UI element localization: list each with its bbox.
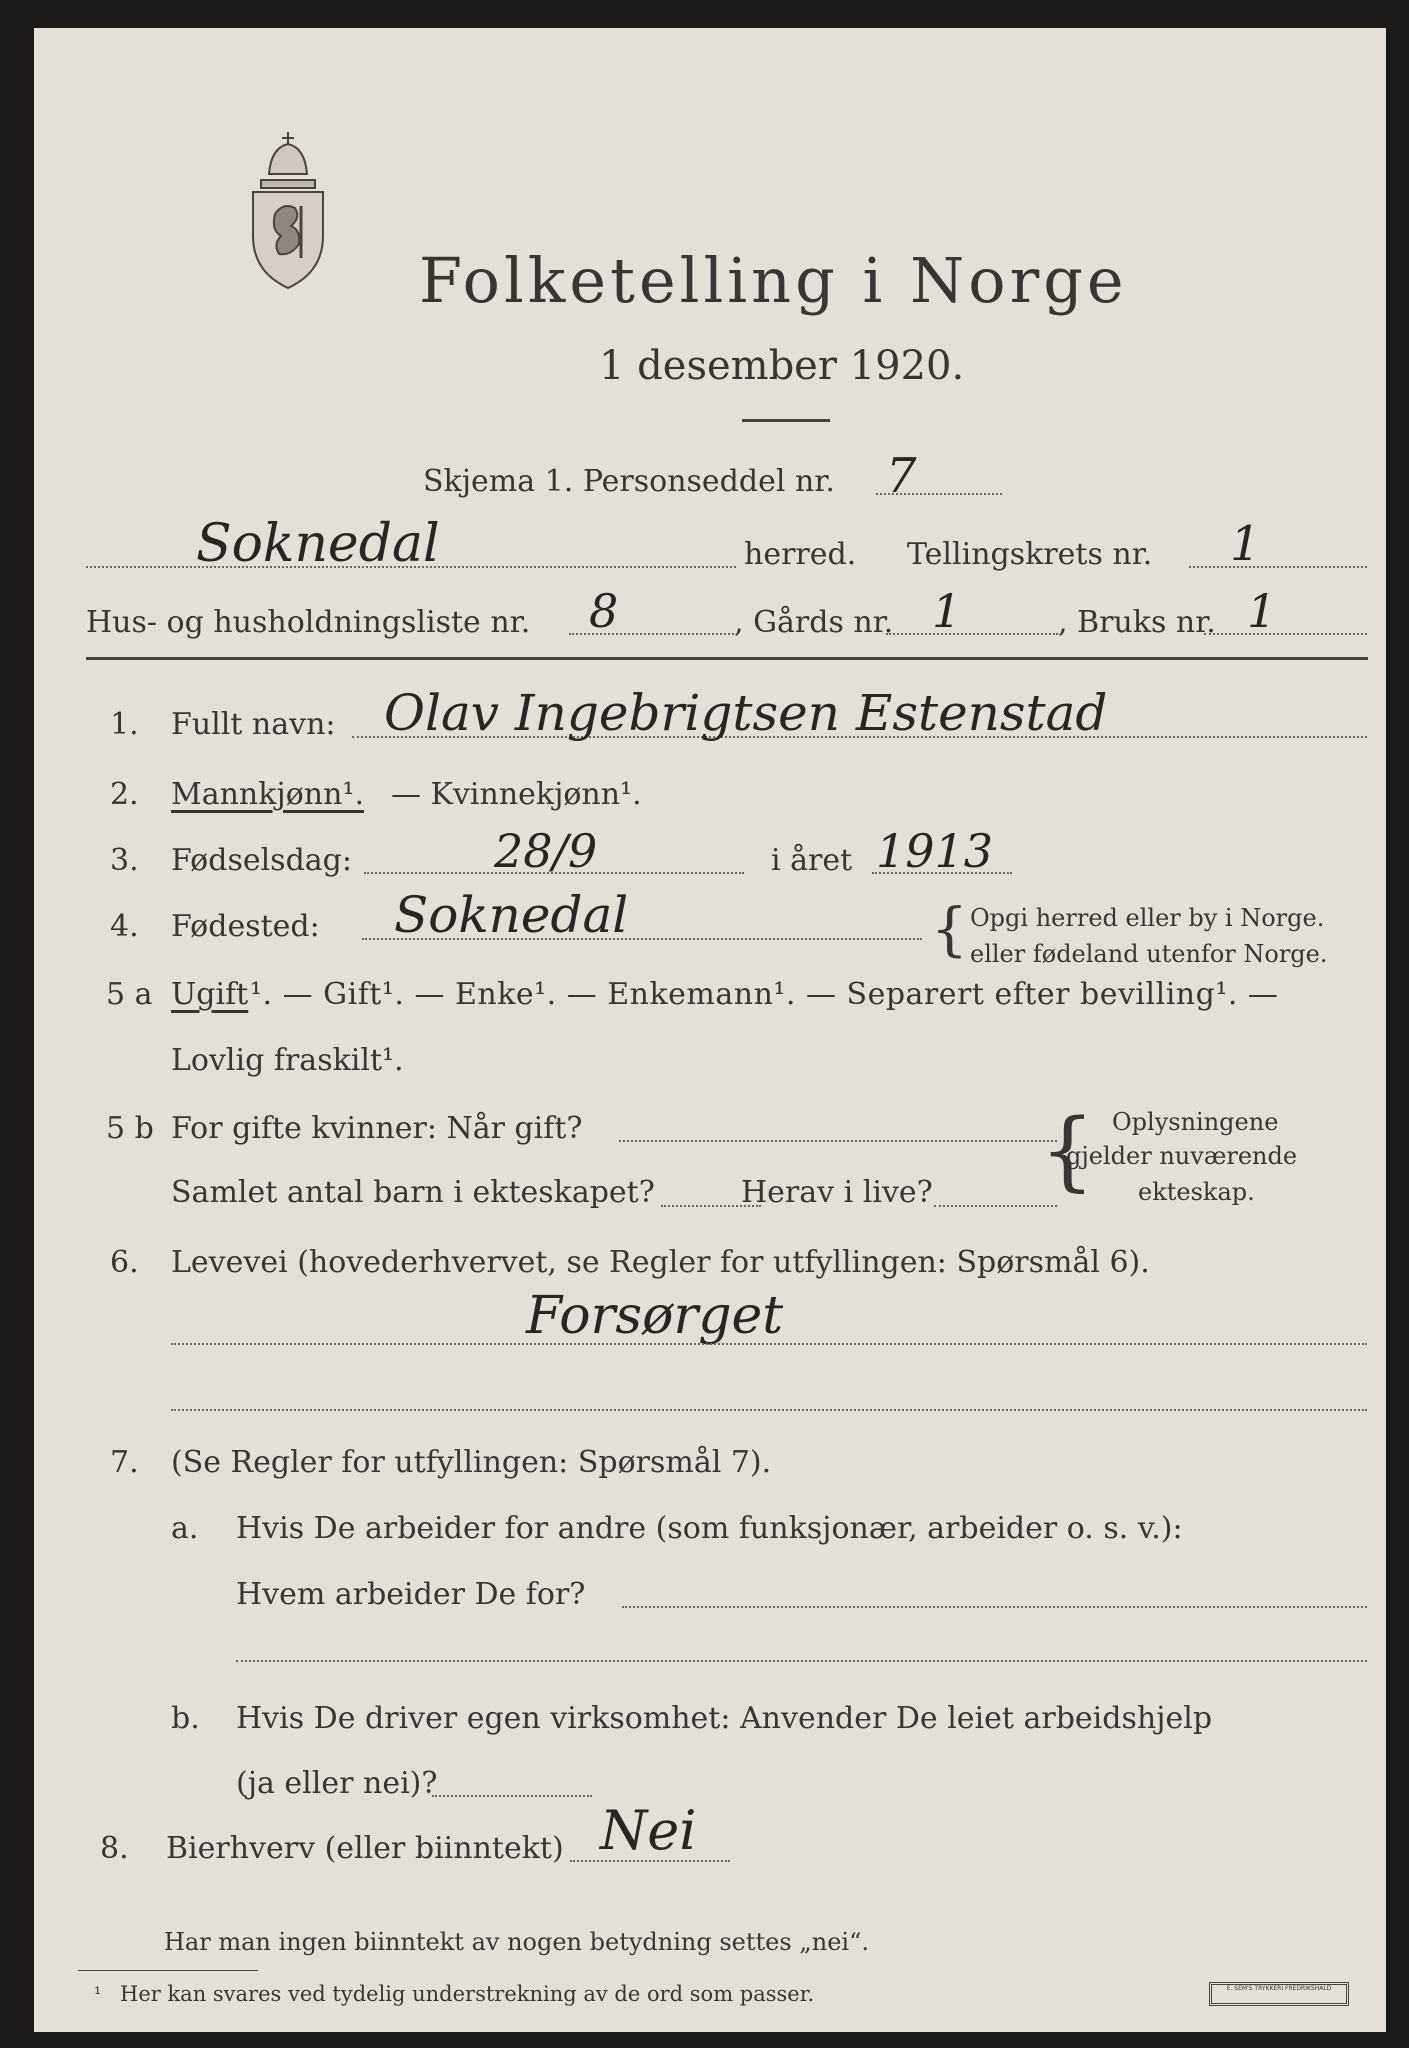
q5b-label1: For gifte kvinner: Når gift? bbox=[171, 1111, 583, 1146]
personseddel-nr: 7 bbox=[886, 448, 917, 504]
birth-day: 28/9 bbox=[494, 824, 598, 878]
gards-label: , Gårds nr. bbox=[734, 605, 894, 640]
census-form-page bbox=[34, 28, 1386, 2032]
q3-year-label: i året bbox=[771, 843, 853, 878]
q7a-line2 bbox=[236, 1660, 1367, 1662]
gards-nr: 1 bbox=[932, 584, 962, 638]
title-divider bbox=[742, 419, 830, 422]
birth-year: 1913 bbox=[876, 824, 994, 878]
q4-number: 4. bbox=[110, 909, 139, 944]
birthplace: Soknedal bbox=[394, 886, 629, 944]
q5a-ugift: Ugift bbox=[171, 977, 249, 1012]
q7a-label2: Hvem arbeider De for? bbox=[236, 1577, 586, 1612]
q2-mann: Mannkjønn¹. bbox=[171, 777, 364, 812]
q6-line2 bbox=[171, 1409, 1367, 1411]
q5a-rest: ¹. — Gift¹. — Enke¹. — Enkemann¹. — Separert efter bevilling¹. — bbox=[250, 977, 1279, 1012]
q7a-letter: a. bbox=[171, 1511, 199, 1546]
q5b-line1 bbox=[619, 1140, 1057, 1142]
q1-number: 1. bbox=[110, 707, 139, 742]
gards-line bbox=[886, 633, 1058, 635]
q3-label: Fødselsdag: bbox=[171, 843, 352, 878]
q3-number: 3. bbox=[110, 843, 139, 878]
header-divider bbox=[86, 657, 1368, 660]
printer-stamp-text: E. SEM'S TRYKKERI FREDRIKSHALD bbox=[1226, 1985, 1332, 1992]
q7-number: 7. bbox=[110, 1445, 139, 1480]
q5b-note-3: ekteskap. bbox=[1138, 1178, 1255, 1206]
form-title: Folketelling i Norge bbox=[419, 244, 1128, 317]
q5b-label2: Samlet antal barn i ekteskapet? bbox=[171, 1175, 655, 1210]
q4-label: Fødested: bbox=[171, 909, 320, 944]
q5b-number: 5 b bbox=[106, 1111, 154, 1146]
q5b-line3 bbox=[934, 1205, 1057, 1207]
q7b-line bbox=[432, 1795, 592, 1797]
footnote-text: Her kan svares ved tydelig understrekning av de ord som passer. bbox=[120, 1982, 815, 2006]
tellingskrets-line bbox=[1189, 566, 1367, 568]
q5b-brace: { bbox=[1040, 1101, 1095, 1201]
footnote-mark: ¹ bbox=[94, 1984, 102, 2005]
form-date: 1 desember 1920. bbox=[599, 343, 965, 389]
q7a-label: Hvis De arbeider for andre (som funksjonær, arbeider o. s. v.): bbox=[236, 1511, 1183, 1546]
q8-label: Bierhverv (eller biinntekt) bbox=[166, 1831, 564, 1866]
q5a-line2: Lovlig fraskilt¹. bbox=[171, 1043, 404, 1078]
secondary-income: Nei bbox=[600, 1799, 697, 1862]
bruks-nr: 1 bbox=[1247, 584, 1277, 638]
q4-note-1: Opgi herred eller by i Norge. bbox=[970, 904, 1325, 932]
q5b-label3: Herav i live? bbox=[741, 1175, 933, 1210]
q7a-line1 bbox=[622, 1606, 1367, 1608]
q5a-number: 5 a bbox=[106, 977, 153, 1012]
norway-coat-of-arms-icon bbox=[247, 130, 329, 290]
q1-label: Fullt navn: bbox=[171, 707, 336, 742]
q7-label: (Se Regler for utfyllingen: Spørsmål 7). bbox=[171, 1445, 772, 1480]
bruks-label: , Bruks nr. bbox=[1058, 605, 1216, 640]
income-note: Har man ingen biinntekt av nogen betydning settes „nei“. bbox=[164, 1928, 869, 1956]
occupation: Forsørget bbox=[526, 1286, 784, 1346]
herred-label: herred. bbox=[744, 537, 857, 572]
skjema-label: Skjema 1. Personseddel nr. bbox=[423, 464, 835, 499]
q6-line1 bbox=[171, 1343, 1367, 1345]
printer-stamp bbox=[1209, 1982, 1349, 2006]
full-name: Olav Ingebrigtsen Estenstad bbox=[384, 684, 1108, 742]
q4-note-2: eller fødeland utenfor Norge. bbox=[970, 940, 1328, 968]
herred-value: Soknedal bbox=[196, 514, 440, 574]
q2-number: 2. bbox=[110, 777, 139, 812]
q7b-letter: b. bbox=[171, 1701, 200, 1736]
q7b-label: Hvis De driver egen virksomhet: Anvender De leiet arbeidshjelp bbox=[236, 1701, 1213, 1736]
hus-label: Hus- og husholdningsliste nr. bbox=[86, 605, 531, 640]
q6-label: Levevei (hovederhvervet, se Regler for utfyllingen: Spørsmål 6). bbox=[171, 1245, 1150, 1280]
q5b-note-1: Oplysningene bbox=[1112, 1108, 1279, 1136]
q8-number: 8. bbox=[100, 1831, 129, 1866]
footnote-divider bbox=[78, 1970, 258, 1971]
q4-brace: { bbox=[931, 895, 968, 963]
hus-nr: 8 bbox=[589, 584, 619, 638]
tellingskrets-nr: 1 bbox=[1230, 516, 1261, 572]
bruks-line bbox=[1204, 633, 1367, 635]
q7b-label2: (ja eller nei)? bbox=[236, 1766, 438, 1801]
q2-rest: — Kvinnekjønn¹. bbox=[391, 777, 642, 812]
tellingskrets-label: Tellingskrets nr. bbox=[907, 537, 1153, 572]
q5b-note-2: gjelder nuværende bbox=[1066, 1142, 1298, 1170]
q6-number: 6. bbox=[110, 1245, 139, 1280]
